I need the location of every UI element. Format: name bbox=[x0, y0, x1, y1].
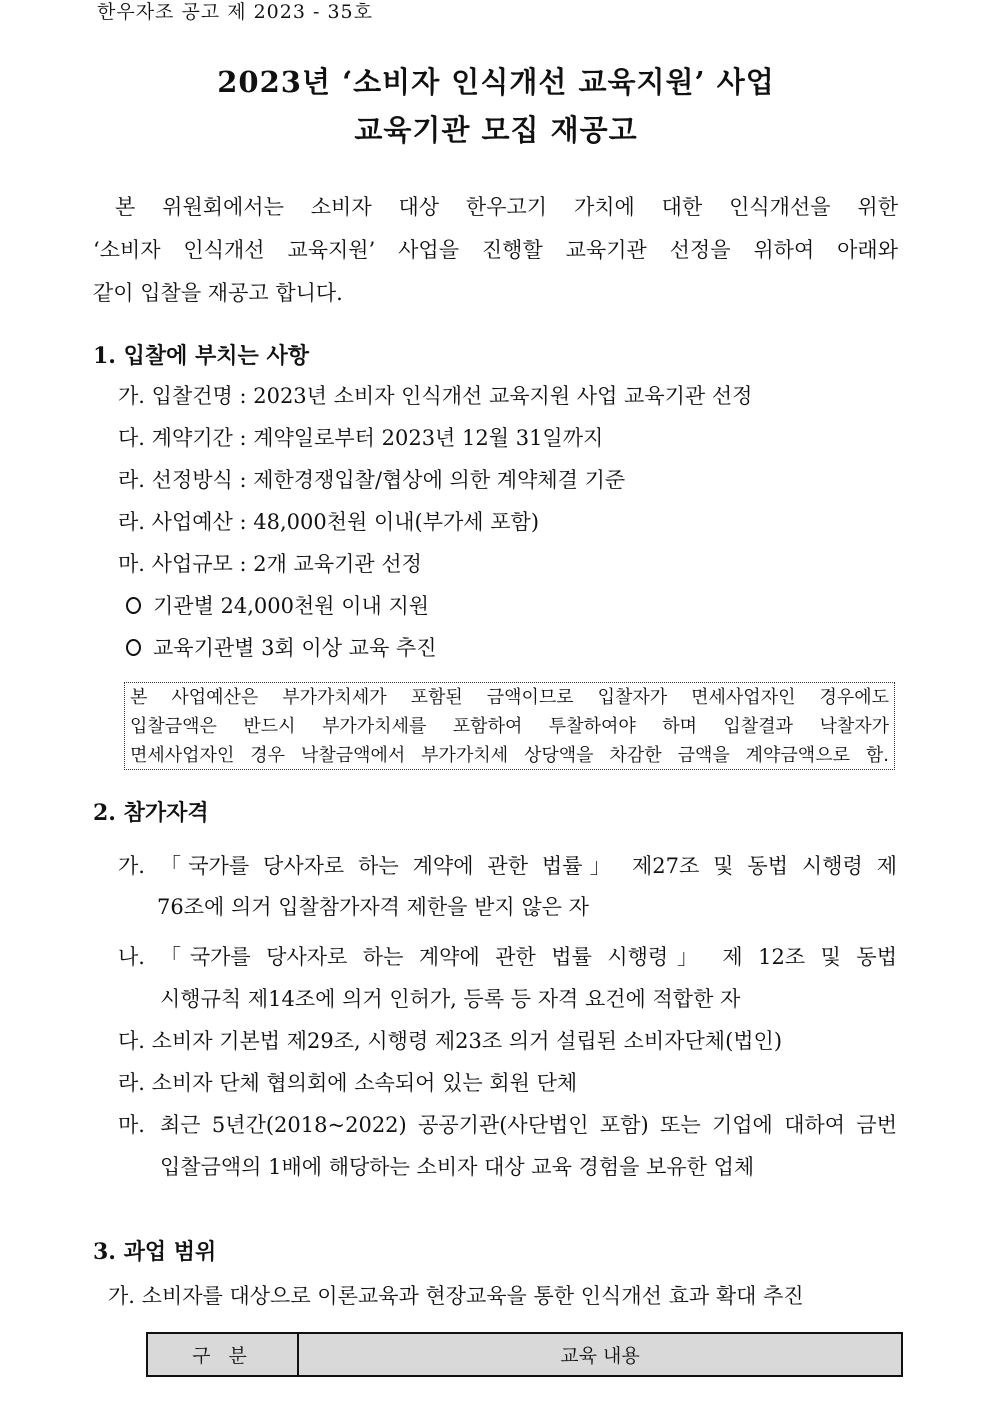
item-marker: 마. bbox=[118, 552, 145, 576]
bullet-item bbox=[126, 591, 429, 621]
notice-line: 본 사업예산은 부가가치세가 포함된 금액이므로 입찰자가 면세사업자인 경우에도 bbox=[130, 687, 889, 708]
item-text-line: 최근 5년간(2018~2022) 공공기관(사단법인 포함) 또는 기업에 대하여 금번 bbox=[160, 1113, 897, 1137]
intro-line: 본 위원회에서는 소비자 대상 한우고기 가치에 대한 인식개선을 위한 bbox=[115, 195, 898, 219]
list-item-text bbox=[160, 851, 897, 881]
section-heading-scope: 3. 과업 범위 bbox=[93, 1239, 217, 1265]
item-marker: 라. bbox=[118, 468, 145, 492]
list-item bbox=[118, 381, 752, 411]
item-text: 입찰건명 : 2023년 소비자 인식개선 교육지원 사업 교육기관 선정 bbox=[151, 384, 753, 408]
item-text: 사업규모 : 2개 교육기관 선정 bbox=[151, 552, 422, 576]
list-item bbox=[118, 1026, 782, 1056]
notice-line: 입찰금액은 반드시 부가가치세를 포함하여 투찰하여야 하며 입찰결과 낙찰자가 bbox=[130, 716, 889, 737]
bullet-text: 기관별 24,000천원 이내 지원 bbox=[153, 594, 430, 618]
item-text-line: 「국가를 당사자로 하는 계약에 관한 법률」 제27조 및 동법 시행령 제 bbox=[160, 854, 897, 878]
intro-line: 같이 입찰을 재공고 합니다. bbox=[93, 281, 343, 305]
list-item-text bbox=[160, 1110, 897, 1140]
intro-line: ‘소비자 인식개선 교육지원’ 사업을 진행할 교육기관 선정을 위하여 아래와 bbox=[93, 238, 898, 262]
item-text: 소비자 단체 협의회에 소속되어 있는 회원 단체 bbox=[151, 1071, 578, 1095]
list-item-marker: 마. bbox=[118, 1113, 145, 1137]
intro-paragraph bbox=[93, 186, 898, 315]
column-header-category: 구 분 bbox=[147, 1333, 298, 1376]
notice-line: 면세사업자인 경우 낙찰금액에서 부가가치세 상당액을 차감한 금액을 계약금액으로 함. bbox=[130, 745, 889, 766]
list-item bbox=[118, 465, 625, 495]
item-marker: 가. bbox=[108, 1284, 135, 1308]
item-text: 계약기간 : 계약일로부터 2023년 12월 31일까지 bbox=[151, 426, 604, 450]
list-item-continuation: 입찰금액의 1배에 해당하는 소비자 대상 교육 경험을 보유한 업체 bbox=[160, 1155, 755, 1179]
item-marker: 라. bbox=[118, 1071, 145, 1095]
circle-bullet-icon bbox=[126, 639, 141, 656]
circle-bullet-icon bbox=[126, 597, 141, 614]
bullet-text: 교육기관별 3회 이상 교육 추진 bbox=[153, 636, 437, 660]
item-marker: 다. bbox=[118, 426, 145, 450]
list-item-continuation: 시행규칙 제14조에 의거 인허가, 등록 등 자격 요건에 적합한 자 bbox=[160, 987, 741, 1011]
bullet-item bbox=[126, 633, 437, 663]
item-text: 소비자 기본법 제29조, 시행령 제23조 의거 설립된 소비자단체(법인) bbox=[151, 1029, 783, 1053]
list-item bbox=[118, 549, 422, 579]
item-text: 소비자를 대상으로 이론교육과 현장교육을 통한 인식개선 효과 확대 추진 bbox=[141, 1284, 804, 1308]
section-heading-eligibility: 2. 참가자격 bbox=[93, 800, 209, 826]
table-header-row bbox=[147, 1333, 902, 1376]
list-item bbox=[118, 423, 603, 453]
item-marker: 가. bbox=[118, 384, 145, 408]
column-header-content: 교육 내용 bbox=[298, 1333, 902, 1376]
document-number: 한우자조 공고 제 2023 - 35호 bbox=[97, 1, 373, 23]
item-marker: 라. bbox=[118, 510, 145, 534]
list-item-marker: 가. bbox=[118, 854, 145, 878]
page-title-line2: 교육기관 모집 재공고 bbox=[354, 113, 638, 147]
list-item bbox=[118, 507, 539, 537]
list-item-text bbox=[160, 942, 897, 972]
item-text: 사업예산 : 48,000천원 이내(부가세 포함) bbox=[151, 510, 540, 534]
list-item-continuation: 76조에 의거 입찰참가자격 제한을 받지 않은 자 bbox=[157, 895, 589, 919]
page-title-line1: 2023년 ‘소비자 인식개선 교육지원’ 사업 bbox=[217, 65, 775, 99]
list-item bbox=[108, 1281, 804, 1311]
section-heading-bid-items: 1. 입찰에 부치는 사항 bbox=[93, 343, 309, 369]
list-item-marker: 나. bbox=[118, 945, 145, 969]
list-item bbox=[118, 1068, 577, 1098]
item-text-line: 「국가를 당사자로 하는 계약에 관한 법률 시행령」 제 12조 및 동법 bbox=[160, 945, 897, 969]
vat-notice-box bbox=[124, 682, 895, 770]
item-marker: 다. bbox=[118, 1029, 145, 1053]
education-content-table bbox=[146, 1332, 903, 1377]
item-text: 선정방식 : 제한경쟁입찰/협상에 의한 계약체결 기준 bbox=[151, 468, 626, 492]
